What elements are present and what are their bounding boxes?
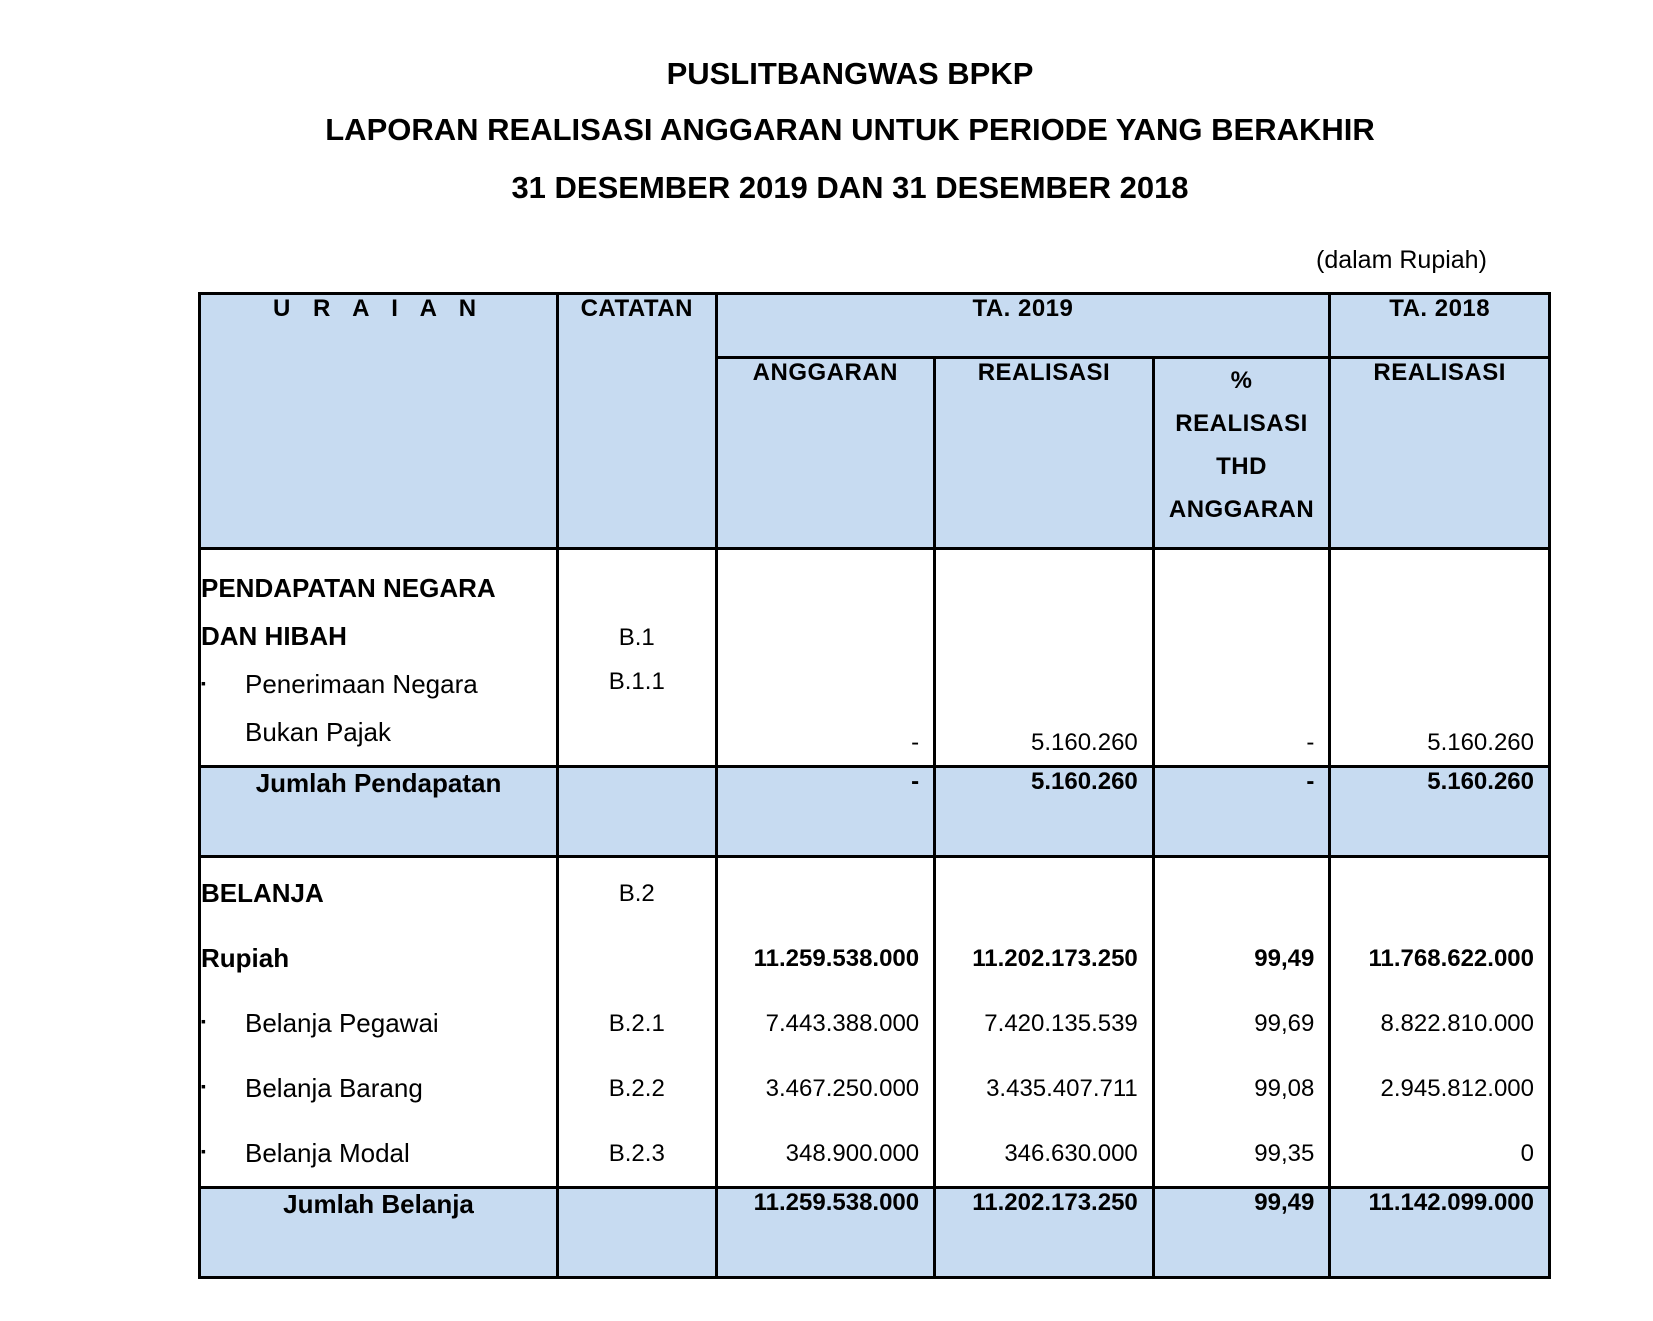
- jumlah-belanja-pct: 99,49: [1153, 1187, 1330, 1277]
- belanja-item-note: B.2.1: [608, 1009, 665, 1037]
- belanja-item-realisasi-2019: 346.630.000: [1004, 1139, 1138, 1167]
- col-uraian-header: U R A I A N: [200, 294, 558, 549]
- belanja-item-realisasi-2018: 2.945.812.000: [1380, 1074, 1534, 1102]
- pnbp-pct: -: [1153, 549, 1330, 767]
- jumlah-belanja-note: [558, 1187, 716, 1277]
- belanja-item-anggaran: 3.467.250.000: [765, 1074, 920, 1102]
- currency-unit-note: (dalam Rupiah): [1316, 246, 1487, 274]
- jumlah-pendapatan-pct: -: [1153, 767, 1330, 856]
- pendapatan-notes-cell: [558, 549, 716, 767]
- col-anggaran-header: ANGGARAN: [716, 358, 935, 549]
- rupiah-pct: 99,49: [1254, 944, 1315, 972]
- jumlah-pendapatan-note: [558, 767, 716, 856]
- col-catatan-header: CATATAN: [558, 294, 716, 549]
- jumlah-belanja-realisasi-2018: 11.142.099.000: [1330, 1187, 1550, 1277]
- pendapatan-section-row: [200, 549, 1550, 767]
- belanja-item-pct: 99,35: [1254, 1139, 1315, 1167]
- belanja-notes-cell: [558, 856, 716, 1187]
- belanja-item-label: Belanja Pegawai: [245, 1007, 439, 1038]
- col-pct-header: % REALISASI THD ANGGARAN: [1153, 358, 1330, 549]
- jumlah-belanja-row: [200, 1187, 1550, 1277]
- col-realisasi-2019-header: REALISASI: [935, 358, 1154, 549]
- rupiah-label: Rupiah: [201, 942, 290, 973]
- belanja-title: BELANJA: [201, 877, 324, 908]
- pendapatan-note: B.1: [618, 624, 655, 652]
- pnbp-realisasi-2018: 5.160.260: [1330, 549, 1550, 767]
- belanja-pct-cell: [1153, 856, 1330, 1187]
- header-row-1: [200, 294, 1550, 358]
- belanja-uraian-cell: [200, 856, 558, 1187]
- belanja-anggaran-cell: [716, 856, 935, 1187]
- belanja-item-label: Belanja Modal: [245, 1137, 410, 1168]
- col-ta2019-header: TA. 2019: [716, 294, 1330, 358]
- jumlah-pendapatan-anggaran: -: [716, 767, 935, 856]
- jumlah-belanja-realisasi-2019: 11.202.173.250: [935, 1187, 1154, 1277]
- col-realisasi-2018-header: REALISASI: [1330, 358, 1550, 549]
- report-title: LAPORAN REALISASI ANGGARAN UNTUK PERIODE YANG BERAKHIR: [325, 112, 1375, 147]
- rupiah-anggaran: 11.259.538.000: [753, 944, 920, 972]
- col-ta2018-header: TA. 2018: [1330, 294, 1550, 358]
- belanja-item-note: B.2.3: [608, 1139, 665, 1167]
- bullet-icon: ▪: [201, 1143, 206, 1160]
- belanja-item-label: Belanja Barang: [245, 1072, 423, 1103]
- rupiah-realisasi-2019: 11.202.173.250: [972, 944, 1138, 972]
- belanja-item-realisasi-2018: 0: [1520, 1139, 1534, 1167]
- pnbp-note: B.1.1: [608, 668, 665, 696]
- report-org-title: PUSLITBANGWAS BPKP: [666, 56, 1034, 91]
- belanja-item-note: B.2.2: [608, 1074, 665, 1102]
- jumlah-pendapatan-realisasi-2018: 5.160.260: [1330, 767, 1550, 856]
- belanja-item-anggaran: 7.443.388.000: [765, 1009, 920, 1037]
- belanja-note: B.2: [618, 879, 655, 907]
- pendapatan-uraian-cell: [200, 549, 558, 767]
- belanja-item-pct: 99,69: [1254, 1009, 1315, 1037]
- belanja-item-anggaran: 348.900.000: [785, 1139, 920, 1167]
- belanja-realisasi-2019-cell: [935, 856, 1154, 1187]
- pnbp-label: Penerimaan Negara: [245, 669, 478, 700]
- belanja-realisasi-2018-cell: [1330, 856, 1550, 1187]
- belanja-item-realisasi-2019: 7.420.135.539: [984, 1009, 1138, 1037]
- jumlah-pendapatan-row: [200, 767, 1550, 856]
- belanja-section-row: [200, 856, 1550, 1187]
- pendapatan-title: PENDAPATAN NEGARA: [201, 573, 496, 604]
- jumlah-pendapatan-realisasi-2019: 5.160.260: [935, 767, 1154, 856]
- belanja-item-pct: 99,08: [1254, 1074, 1315, 1102]
- belanja-item-realisasi-2019: 3.435.407.711: [986, 1074, 1138, 1102]
- bullet-icon: ▪: [201, 675, 206, 692]
- pendapatan-title-cont: DAN HIBAH: [201, 621, 347, 652]
- pnbp-realisasi-2019: 5.160.260: [935, 549, 1154, 767]
- jumlah-belanja-anggaran: 11.259.538.000: [716, 1187, 935, 1277]
- jumlah-belanja-label: Jumlah Belanja: [200, 1187, 558, 1277]
- bullet-icon: ▪: [201, 1078, 206, 1095]
- budget-realization-table: [198, 292, 1551, 1279]
- report-period: 31 DESEMBER 2019 DAN 31 DESEMBER 2018: [511, 170, 1189, 205]
- belanja-item-realisasi-2018: 8.822.810.000: [1380, 1009, 1534, 1037]
- jumlah-pendapatan-label: Jumlah Pendapatan: [200, 767, 558, 856]
- pnbp-anggaran: -: [716, 549, 935, 767]
- pnbp-label-cont: Bukan Pajak: [245, 717, 391, 748]
- bullet-icon: ▪: [201, 1013, 206, 1030]
- rupiah-realisasi-2018: 11.768.622.000: [1368, 944, 1534, 972]
